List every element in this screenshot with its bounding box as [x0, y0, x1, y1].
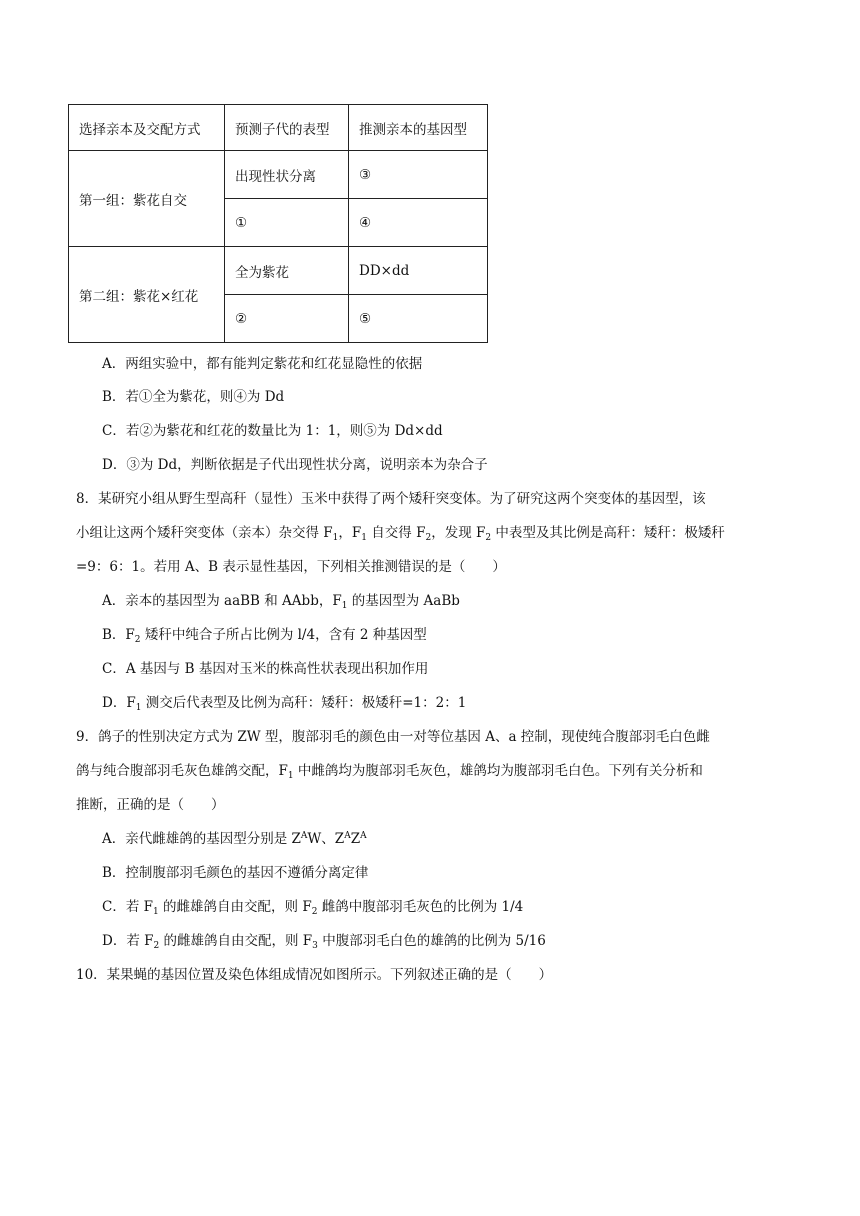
q9-option-c: C．若 $F_1$ 的雌雄鸽自由交配，则 $F_2$ 雌鸽中腹部羽毛灰色的比例为 1/4 [102, 899, 524, 917]
q8-option-b: B．$F_2$ 矮秆中纯合子所占比例为 l/4，含有 2 种基因型 [102, 627, 427, 645]
q8-option-a: A．亲本的基因型为 aaBB 和 AAbb，$F_1$ 的基因型为 AaBb [102, 593, 460, 611]
group1-phenotype-1: 出现性状分离 [225, 151, 349, 199]
group1-genotype-2: ④ [349, 199, 488, 247]
q9-option-d: D．若 $F_2$ 的雌雄鸽自由交配，则 $F_3$ 中腹部羽毛白色的雄鸽的比例为 5/16 [102, 933, 546, 951]
q8-option-d: D．$F_1$ 测交后代表型及比例为高秆：矮秆：极矮秆=1：2：1 [102, 695, 467, 713]
q9-stem-line1: 9．鸽子的性别决定方式为 ZW 型，腹部羽毛的颜色由一对等位基因 A、a 控制，现使纯合腹部羽毛白色雌 [76, 729, 710, 745]
group2-genotype-1: DD×dd [349, 247, 488, 295]
q8-stem-line1: 8．某研究小组从野生型高秆（显性）玉米中获得了两个矮秆突变体。为了研究这两个突变体的基因型，该 [76, 491, 706, 507]
header-cross: 选择亲本及交配方式 [69, 105, 225, 151]
q9-stem-line3: 推断，正确的是（ ） [76, 797, 225, 813]
q10-stem-line1: 10．某果蝇的基因位置及染色体组成情况如图所示。下列叙述正确的是（ ） [76, 967, 553, 983]
group1-genotype-1: ③ [349, 151, 488, 199]
header-genotype: 推测亲本的基因型 [349, 105, 488, 151]
q9-option-b: B．控制腹部羽毛颜色的基因不遵循分离定律 [102, 865, 369, 881]
q7-option-d: D．③为 Dd，判断依据是子代出现性状分离，说明亲本为杂合子 [102, 457, 488, 473]
group2-phenotype-1: 全为紫花 [225, 247, 349, 295]
q8-option-c: C．A 基因与 B 基因对玉米的株高性状表现出积加作用 [102, 661, 429, 677]
q9-stem-line2: 鸽与纯合腹部羽毛灰色雄鸽交配，$F_1$ 中雌鸽均为腹部羽毛灰色，雄鸽均为腹部羽毛白色。下列有关分析和 [76, 763, 703, 781]
group1-phenotype-2: ① [225, 199, 349, 247]
group2-genotype-2: ⑤ [349, 295, 488, 343]
header-phenotype: 预测子代的表型 [225, 105, 349, 151]
genotype-table [68, 104, 488, 343]
q7-option-a: A．两组实验中，都有能判定紫花和红花显隐性的依据 [102, 356, 423, 372]
q8-stem-line2: 小组让这两个矮秆突变体（亲本）杂交得 $F_1$，$F_1$ 自交得 $F_2$，发现 $F_2$ 中表型及其比例是高秆：矮秆：极矮秆 [76, 525, 725, 543]
group2-phenotype-2: ② [225, 295, 349, 343]
group1-label: 第一组：紫花自交 [69, 151, 225, 247]
q7-option-c: C．若②为紫花和红花的数量比为 1：1，则⑤为 Dd×dd [102, 423, 443, 439]
q7-option-b: B．若①全为紫花，则④为 Dd [102, 389, 285, 405]
q8-stem-line3: =9：6：1。若用 A、B 表示显性基因，下列相关推测错误的是（ ） [76, 559, 506, 575]
group2-label: 第二组：紫花×红花 [69, 247, 225, 343]
q9-option-a: A．亲代雌雄鸽的基因型分别是 $Z^AW$、$Z^AZ^A$ [102, 831, 367, 847]
